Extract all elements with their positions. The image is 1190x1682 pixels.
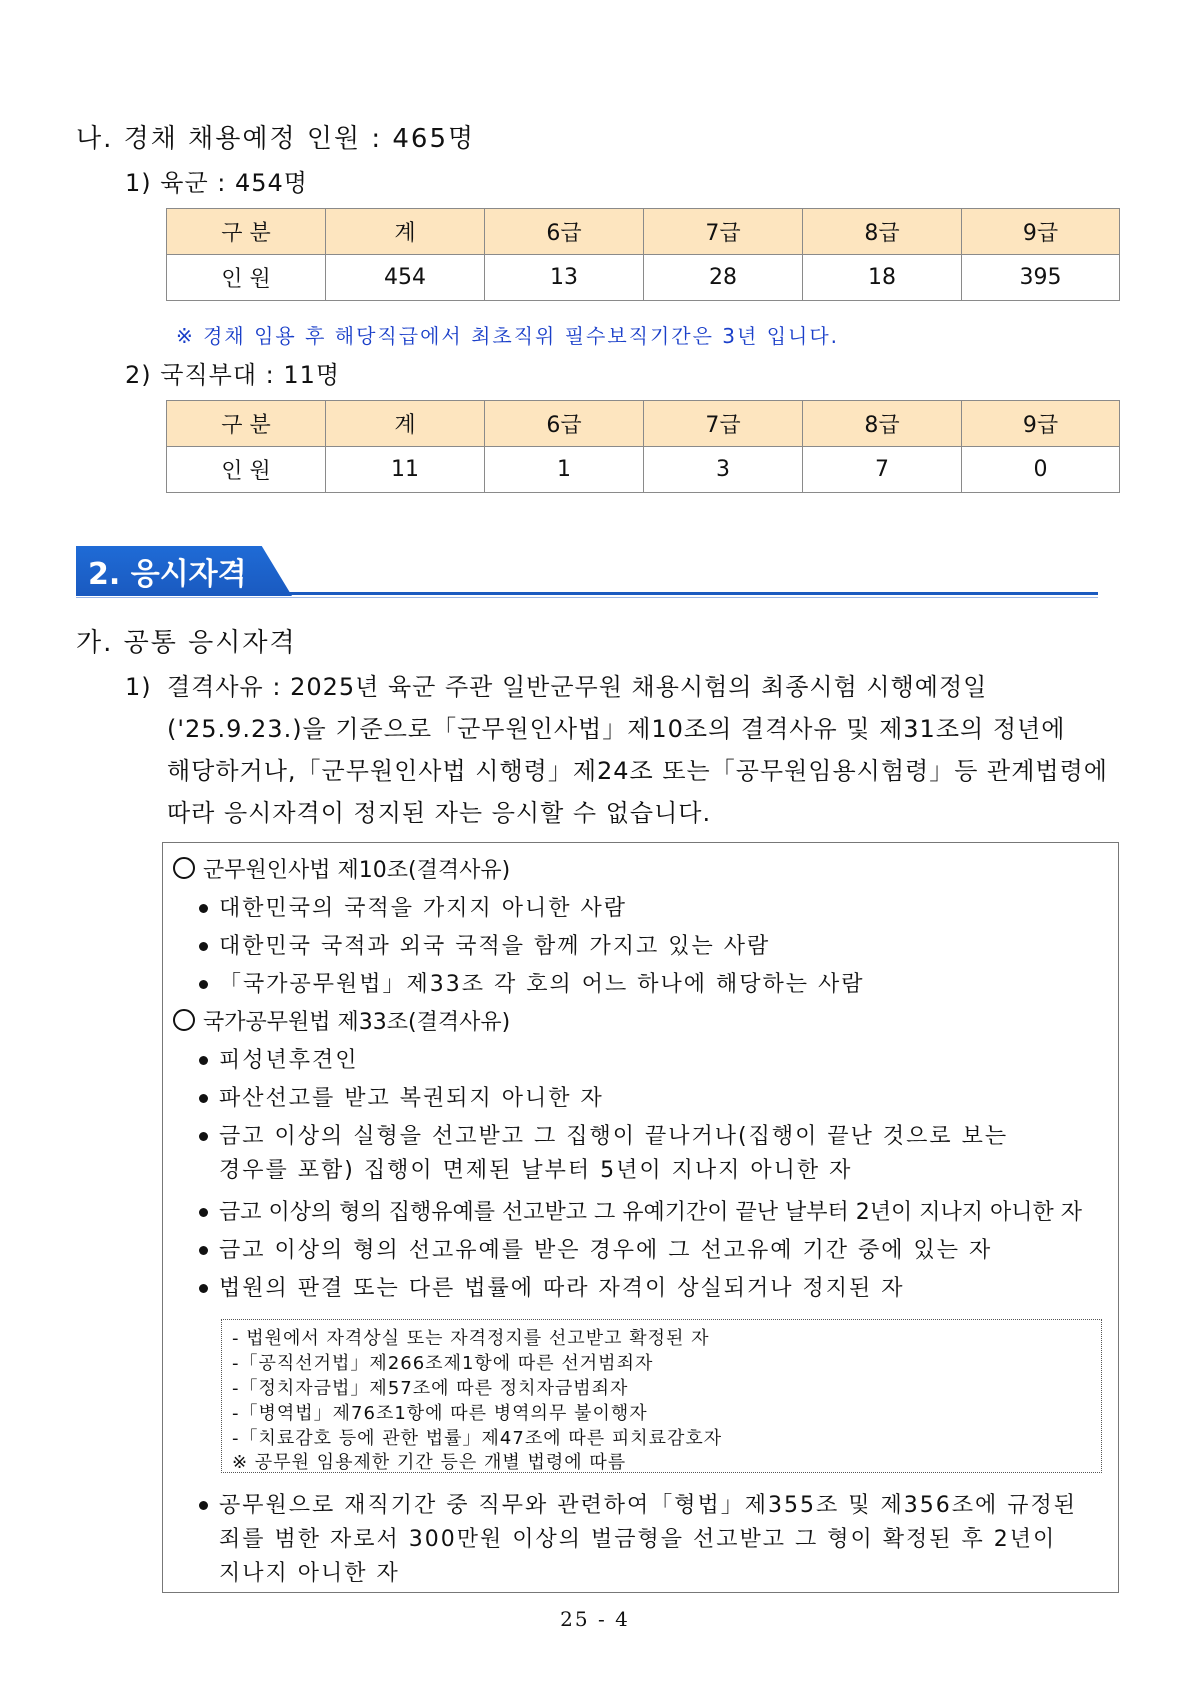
bullet-icon [199, 980, 208, 989]
circle-icon [173, 1009, 195, 1031]
bullet-icon [199, 1284, 208, 1293]
paragraph-line: 따라 응시자격이 정지된 자는 응시할 수 없습니다. [167, 799, 712, 827]
paragraph-line: 해당하거나,「군무원인사법 시행령」제24조 또는「공무원임용시험령」등 관계법령에 [167, 757, 1108, 785]
section-na-title: 나. 경채 채용예정 인원 : 465명 [76, 124, 476, 154]
sub-list-item: -「공직선거법」제266조제1항에 따른 선거범죄자 [232, 1353, 654, 1374]
table-header-cell: 계 [326, 209, 485, 255]
list-item-continuation: 지나지 아니한 자 [219, 1561, 400, 1586]
box-heading-text: 국가공무원법 제33조(결격사유) [203, 1010, 511, 1035]
table-cell: 13 [485, 255, 644, 301]
bullet-icon [199, 1208, 208, 1217]
table-header-row [167, 401, 1120, 447]
disqualification-box [162, 842, 1119, 1593]
table-header-cell: 계 [326, 401, 485, 447]
bullet-icon [199, 1501, 208, 1510]
bullet-icon [199, 942, 208, 951]
list-item: 공무원으로 재직기간 중 직무와 관련하여「형법」제355조 및 제356조에 규정된 [219, 1488, 1077, 1519]
table-cell: 454 [326, 255, 485, 301]
section-divider-thin [76, 597, 1098, 598]
list-item: 피성년후견인 [219, 1043, 359, 1074]
list-item: 대한민국 국적과 외국 국적을 함께 가지고 있는 사람 [219, 929, 770, 960]
army-title: 1) 육군 : 454명 [125, 169, 308, 197]
bullet-icon [199, 1094, 208, 1103]
list-item: 파산선고를 받고 복권되지 아니한 자 [219, 1081, 604, 1112]
table-row [167, 447, 1120, 493]
table-cell: 18 [803, 255, 962, 301]
army-table [166, 208, 1120, 301]
table-header-cell: 구 분 [167, 401, 326, 447]
table-header-cell: 7급 [644, 209, 803, 255]
list-item: 대한민국의 국적을 가지지 아니한 사람 [219, 891, 627, 922]
table-cell: 28 [644, 255, 803, 301]
table-header-cell: 구 분 [167, 209, 326, 255]
sub-list-item: -「치료감호 등에 관한 법률」제47조에 따른 피치료감호자 [232, 1428, 723, 1449]
table-header-cell: 9급 [962, 209, 1120, 255]
sub-list-item: -「정치자금법」제57조에 따른 정치자금범죄자 [232, 1378, 629, 1399]
table-header-row [167, 209, 1120, 255]
list-item: 금고 이상의 형의 선고유예를 받은 경우에 그 선고유예 기간 중에 있는 자 [219, 1233, 992, 1264]
table-header-cell: 7급 [644, 401, 803, 447]
table-header-cell: 6급 [485, 401, 644, 447]
disqualification-paragraph [125, 666, 1121, 834]
table-cell: 3 [644, 447, 803, 493]
list-item: 금고 이상의 실형을 선고받고 그 집행이 끝나거나(집행이 끝난 것으로 보는 [219, 1119, 1008, 1150]
table-header-cell: 6급 [485, 209, 644, 255]
table-header-cell: 9급 [962, 401, 1120, 447]
table-cell: 11 [326, 447, 485, 493]
sub-list-box [221, 1319, 1102, 1473]
tenure-note: ※ 경채 임용 후 해당직급에서 최초직위 필수보직기간은 3년 입니다. [176, 324, 840, 348]
table-header-cell: 8급 [803, 209, 962, 255]
section-ga-title: 가. 공통 응시자격 [76, 628, 297, 658]
box-heading-text: 군무원인사법 제10조(결격사유) [203, 858, 511, 883]
section-2-title: 2. 응시자격 [88, 557, 247, 592]
table-cell: 인 원 [167, 255, 326, 301]
page-number: 25 - 4 [560, 1607, 630, 1631]
paragraph-line: ('25.9.23.)을 기준으로「군무원인사법」제10조의 결격사유 및 제31조의 정년에 [167, 715, 1066, 743]
section-divider [76, 592, 1098, 595]
box-heading [173, 853, 510, 884]
list-item-continuation: 죄를 범한 자로서 300만원 이상의 벌금형을 선고받고 그 형이 확정된 후 2년이 [219, 1527, 1057, 1552]
table-cell: 7 [803, 447, 962, 493]
table-row [167, 255, 1120, 301]
list-item-continuation: 경우를 포함) 집행이 면제된 날부터 5년이 지나지 아니한 자 [219, 1158, 853, 1183]
bullet-icon [199, 904, 208, 913]
table-cell: 1 [485, 447, 644, 493]
table-cell: 395 [962, 255, 1120, 301]
list-item: 「국가공무원법」제33조 각 호의 어느 하나에 해당하는 사람 [219, 967, 865, 998]
sub-list-item: -「병역법」제76조1항에 따른 병역의무 불이행자 [232, 1403, 648, 1424]
direct-unit-table [166, 400, 1120, 493]
bullet-icon [199, 1246, 208, 1255]
direct-unit-title: 2) 국직부대 : 11명 [125, 361, 341, 389]
box-heading [173, 1005, 510, 1036]
table-cell: 인 원 [167, 447, 326, 493]
list-item: 금고 이상의 형의 집행유예를 선고받고 그 유예기간이 끝난 날부터 2년이 지나지 아니한 자 [219, 1195, 1082, 1226]
bullet-icon [199, 1056, 208, 1065]
sub-list-note: ※ 공무원 임용제한 기간 등은 개별 법령에 따름 [232, 1452, 627, 1473]
circle-icon [173, 857, 195, 879]
paragraph-line: 결격사유 : 2025년 육군 주관 일반군무원 채용시험의 최종시험 시행예정일 [167, 673, 988, 701]
bullet-icon [199, 1132, 208, 1141]
item-number: 1) [125, 673, 152, 701]
list-item: 법원의 판결 또는 다른 법률에 따라 자격이 상실되거나 정지된 자 [219, 1271, 905, 1302]
table-header-cell: 8급 [803, 401, 962, 447]
sub-list-item: - 법원에서 자격상실 또는 자격정지를 선고받고 확정된 자 [232, 1328, 710, 1349]
table-cell: 0 [962, 447, 1120, 493]
